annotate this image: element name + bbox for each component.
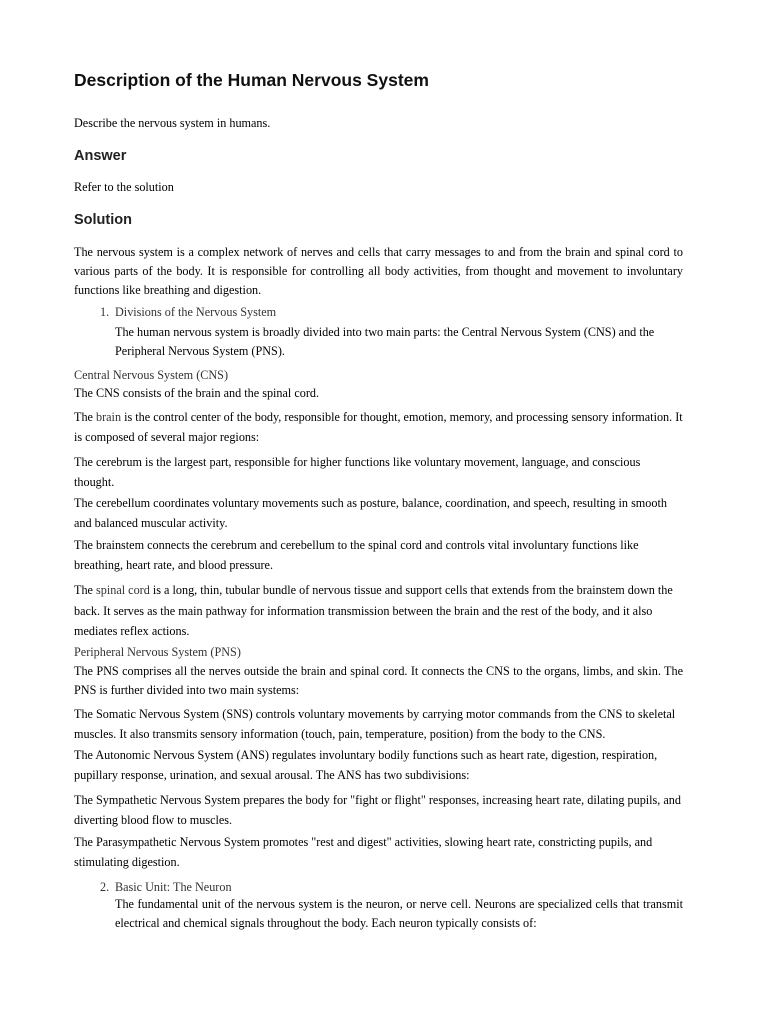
section-2-text: The fundamental unit of the nervous system is the neuron, or nerve cell. Neurons are specialized cells that transmit electrical and chemical signals throughout the body. Each neuron typically consists of: [115, 897, 683, 930]
intro-paragraph: The nervous system is a complex network of nerves and cells that carry messages to and from the brain and spinal cord to various parts of the body. It is responsible for controlling all body activities, from thought and movement to involuntary functions like breathing and digestion. [74, 245, 683, 297]
answer-text: Refer to the solution [74, 180, 174, 194]
spinal-cord-link[interactable]: spinal cord [96, 583, 150, 597]
section-1-title-text: Divisions of the Nervous System [115, 305, 277, 319]
question-text: Describe the nervous system in humans. [74, 116, 271, 130]
pns-text: The PNS comprises all the nerves outside the brain and spinal cord. It connects the CNS to the organs, limbs, and skin. The PNS is further divided into two main systems: [74, 664, 683, 697]
spinal-post: is a long, thin, tubular bundle of nervous tissue and support cells that extends from the brainstem down the back. It serves as the main pathway for information transmission between the brain and the rest of the body, and it also mediates reflex actions. [74, 583, 673, 638]
section-2-title-text: Basic Unit: The Neuron [115, 880, 232, 894]
section-1-number: 1. [100, 305, 110, 319]
brain-pre: The [74, 410, 96, 424]
pns-heading: Peripheral Nervous System (PNS) [74, 645, 241, 659]
ans-paragraph: The Autonomic Nervous System (ANS) regulates involuntary bodily functions such as heart rate, digestion, respiration, pupillary response, urination, and sexual arousal. The ANS has two subdivisions: [74, 748, 658, 782]
cerebrum-paragraph: The cerebrum is the largest part, responsible for higher functions like voluntary movement, language, and conscious thought. [74, 455, 641, 489]
spinal-cord-paragraph [74, 580, 683, 642]
section-2-number: 2. [100, 880, 110, 894]
section-1-title [100, 303, 698, 322]
sns-paragraph: The Somatic Nervous System (SNS) controls voluntary movements by carrying motor commands from the CNS to skeletal muscles. It also transmits sensory information (touch, pain, temperature, position) from the body to the CNS. [74, 707, 676, 741]
sympathetic-paragraph: The Sympathetic Nervous System prepares the body for "fight or flight" responses, increasing heart rate, dilating pupils, and diverting blood flow to muscles. [74, 793, 681, 827]
cns-heading: Central Nervous System (CNS) [74, 368, 229, 382]
brain-post: is the control center of the body, responsible for thought, emotion, memory, and processing sensory information. It is composed of several major regions: [74, 410, 683, 444]
spinal-pre: The [74, 583, 96, 597]
brainstem-paragraph: The brainstem connects the cerebrum and cerebellum to the spinal cord and controls vital involuntary functions like breathing, heart rate, and blood pressure. [74, 538, 639, 572]
cerebellum-paragraph: The cerebellum coordinates voluntary movements such as posture, balance, coordination, and speech, resulting in smooth and balanced muscular activity. [74, 496, 667, 530]
brain-paragraph [74, 408, 683, 447]
brain-link[interactable]: brain [96, 410, 122, 424]
answer-heading: Answer [74, 148, 127, 164]
page-title: Description of the Human Nervous System [74, 70, 429, 90]
solution-heading: Solution [74, 212, 132, 228]
cns-text: The CNS consists of the brain and the spinal cord. [74, 386, 320, 400]
parasympathetic-paragraph: The Parasympathetic Nervous System promotes "rest and digest" activities, slowing heart rate, constricting pupils, and stimulating digestion. [74, 835, 653, 869]
section-1-text: The human nervous system is broadly divided into two main parts: the Central Nervous System (CNS) and the Peripheral Nervous System (PNS). [115, 325, 655, 358]
